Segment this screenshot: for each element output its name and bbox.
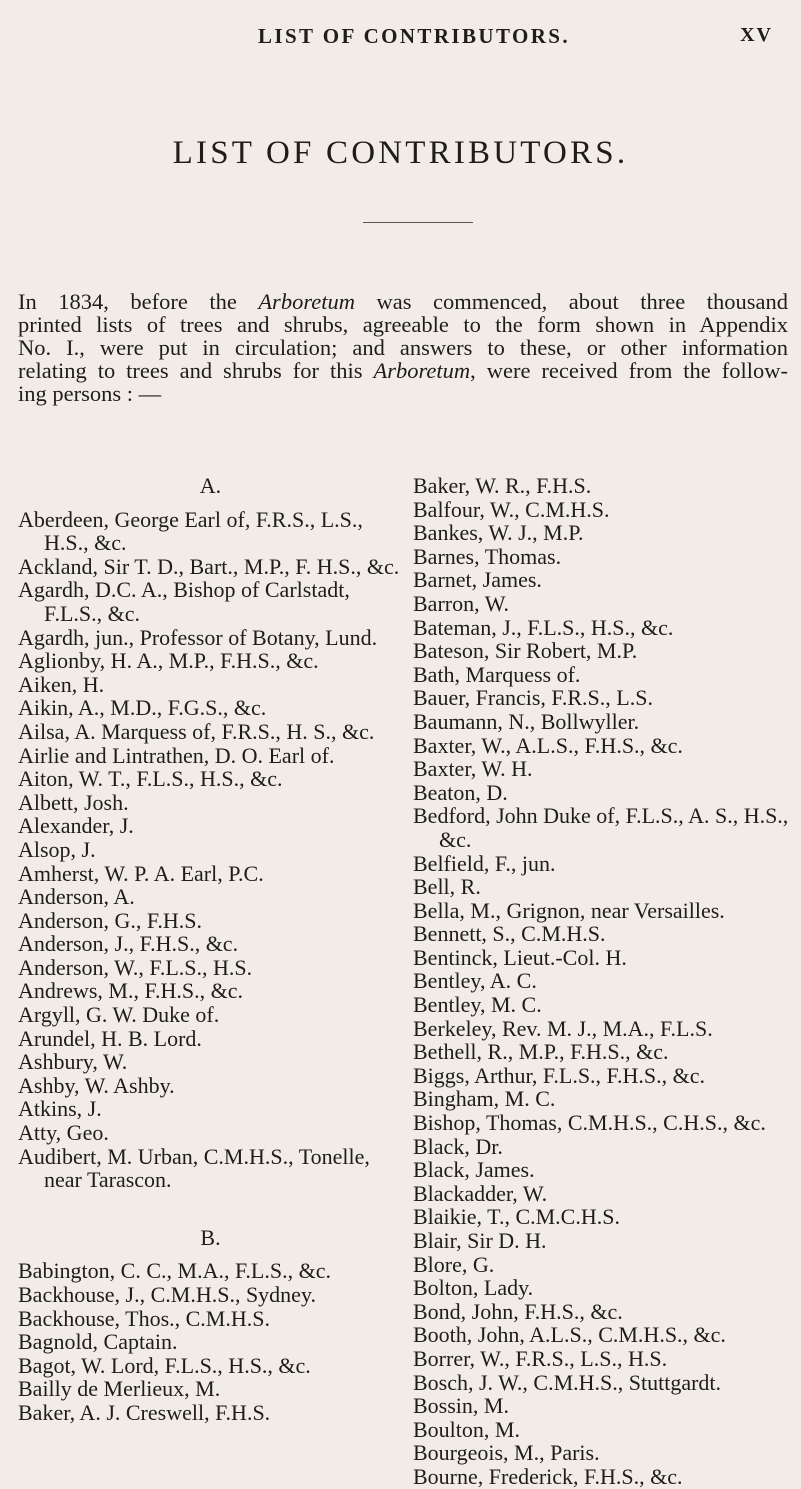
contributor-entry: Aglionby, H. A., M.P., F.H.S., &c. [18, 648, 319, 674]
contributor-entry: Booth, John, A.L.S., C.M.H.S., &c. [413, 1322, 726, 1348]
contributor-entry: Ackland, Sir T. D., Bart., M.P., F. H.S., &c. [18, 553, 400, 579]
contributor-entry: Bond, John, F.H.S., &c. [413, 1298, 623, 1324]
contributor-entry: Anderson, J., F.H.S., &c. [18, 931, 239, 957]
contributor-entry: Babington, C. C., M.A., F.L.S., &c. [18, 1258, 331, 1284]
contributor-entry: Bankes, W. J., M.P. [413, 520, 584, 546]
contributor-entry: Bentley, M. C. [413, 992, 542, 1018]
running-title: LIST OF CONTRIBUTORS. [258, 24, 571, 48]
contributor-entry: Anderson, G., F.H.S. [18, 907, 203, 933]
contributor-entry: Baxter, W. H. [413, 756, 533, 782]
contributor-entry: Blore, G. [413, 1251, 495, 1277]
contributor-entry: Backhouse, J., C.M.H.S., Sydney. [18, 1282, 317, 1307]
intro-line: No. I., were put in circulation; and answers to these, or other information [18, 335, 788, 360]
contributor-entry: Bauer, Francis, F.R.S., L.S. [413, 685, 653, 711]
page-number: XV [740, 24, 773, 46]
contributor-entry: Borrer, W., F.R.S., L.S., H.S. [413, 1345, 668, 1371]
contributor-entry: Bentinck, Lieut.-Col. H. [413, 944, 627, 970]
contributor-entry: Blackadder, W. [413, 1180, 548, 1206]
contributor-entry: Ashbury, W. [18, 1049, 128, 1075]
contributor-entry: Barnet, James. [413, 567, 542, 593]
contributor-entry: Blaikie, T., C.M.C.H.S. [413, 1204, 620, 1230]
page-title: LIST OF CONTRIBUTORS. [172, 135, 629, 171]
contributor-entry: Aiton, W. T., F.L.S., H.S., &c. [18, 766, 283, 792]
contributor-entry: Bentley, A. C. [413, 968, 537, 994]
right-column [413, 474, 795, 1489]
contributor-entry: Aberdeen, George Earl of, F.R.S., L.S., H.S., &c. [18, 506, 363, 556]
intro-line: ing persons : — [18, 381, 162, 406]
contributor-entry: Bedford, John Duke of, F.L.S., A. S., H.S., &c. [413, 803, 789, 852]
contributor-entry: Baxter, W., A.L.S., F.H.S., &c. [413, 732, 683, 758]
contributor-entry: Barron, W. [413, 590, 509, 616]
contributor-entry: Aiken, H. [18, 671, 105, 697]
contributor-entry: Andrews, M., F.H.S., &c. [18, 978, 243, 1004]
intro-line: relating to trees and shrubs for this Arboretum, were received from the follow- [18, 358, 788, 383]
contributor-entry: Bateman, J., F.L.S., H.S., &c. [413, 614, 674, 640]
contributor-entry: Bishop, Thomas, C.M.H.S., C.H.S., &c. [413, 1110, 766, 1136]
contributor-entry: Bourgeois, M., Paris. [413, 1440, 600, 1466]
intro-paragraph [18, 290, 788, 405]
contributor-entry: Atty, Geo. [18, 1120, 109, 1146]
contributor-entry: Baker, W. R., F.H.S. [413, 473, 592, 498]
contributor-list-b-right [413, 474, 795, 1489]
contributor-entry: Barnes, Thomas. [413, 543, 562, 569]
contributor-entry: Backhouse, Thos., C.M.H.S. [18, 1305, 270, 1331]
contributor-entry: Bingham, M. C. [413, 1086, 556, 1112]
contributor-entry: Bethell, R., M.P., F.H.S., &c. [413, 1039, 669, 1065]
contributor-entry: Anderson, A. [18, 884, 135, 910]
contributor-entry: Aikin, A., M.D., F.G.S., &c. [18, 695, 267, 721]
contributor-entry: Bagnold, Captain. [18, 1329, 178, 1355]
contributor-entry: Baumann, N., Bollwyller. [413, 708, 640, 734]
contributor-entry: Arundel, H. B. Lord. [18, 1025, 202, 1051]
contributor-entry: Bailly de Merlieux, M. [18, 1376, 221, 1402]
contributor-entry: Agardh, D.C. A., Bishop of Carlstadt, F.L.S., &c. [18, 577, 350, 626]
contributor-entry: Bagot, W. Lord, F.L.S., H.S., &c. [18, 1352, 311, 1378]
contributor-entry: Ashby, W. Ashby. [18, 1072, 175, 1098]
contributor-entry: Blair, Sir D. H. [413, 1228, 547, 1253]
running-header [0, 24, 801, 54]
contributor-entry: Bath, Marquess of. [413, 661, 581, 687]
contributor-entry: Argyll, G. W. Duke of. [18, 1002, 220, 1028]
left-column [18, 474, 403, 1425]
contributor-entry: Bennett, S., C.M.H.S. [413, 921, 606, 947]
contributor-entry: Bolton, Lady. [413, 1275, 534, 1301]
contributor-entry: Beaton, D. [413, 779, 508, 805]
contributor-entry: Black, James. [413, 1157, 535, 1183]
contributor-entry: Albett, Josh. [18, 789, 129, 815]
contributor-entry: Berkeley, Rev. M. J., M.A., F.L.S. [413, 1015, 713, 1041]
contributor-entry: Boulton, M. [413, 1416, 520, 1442]
title-rule [363, 222, 473, 223]
contributor-entry: Amherst, W. P. A. Earl, P.C. [18, 860, 264, 886]
contributor-entry: Atkins, J. [18, 1096, 102, 1122]
contributor-entry: Alexander, J. [18, 813, 134, 839]
contributor-entry: Balfour, W., C.M.H.S. [413, 496, 610, 522]
section-letter-a: A. [199, 473, 222, 498]
section-letter-b: B. [200, 1224, 221, 1250]
contributor-entry: Agardh, jun., Professor of Botany, Lund. [18, 624, 378, 650]
contributor-entry: Airlie and Lintrathen, D. O. Earl of. [18, 742, 335, 768]
contributor-entry: Bosch, J. W., C.M.H.S., Stuttgardt. [413, 1369, 722, 1395]
contributor-entry: Ailsa, A. Marquess of, F.R.S., H. S., &c. [18, 718, 375, 744]
intro-line: printed lists of trees and shrubs, agreeable to the form shown in Appendix [18, 312, 788, 337]
contributor-entry: Audibert, M. Urban, C.M.H.S., Tonelle, near Tarascon. [18, 1143, 370, 1193]
contributor-entry: Bossin, M. [413, 1393, 509, 1419]
contributor-entry: Belfield, F., jun. [413, 850, 556, 876]
contributor-entry: Bell, R. [413, 874, 481, 900]
contributor-entry: Black, Dr. [413, 1133, 503, 1159]
contributor-entry: Baker, A. J. Creswell, F.H.S. [18, 1399, 271, 1425]
contributor-entry: Bateson, Sir Robert, M.P. [413, 638, 638, 664]
contributor-list-b-left [18, 1259, 403, 1424]
contributor-entry: Biggs, Arthur, F.L.S., F.H.S., &c. [413, 1062, 706, 1088]
contributor-entry: Bourne, Frederick, F.H.S., &c. [413, 1463, 683, 1489]
contributor-entry: Bella, M., Grignon, near Versailles. [413, 897, 725, 923]
intro-line: In 1834, before the Arboretum was commenced, about three thousand [18, 289, 788, 314]
contributor-list-a [18, 508, 403, 1192]
contributor-entry: Alsop, J. [18, 836, 96, 862]
contributor-entry: Anderson, W., F.L.S., H.S. [18, 954, 253, 980]
